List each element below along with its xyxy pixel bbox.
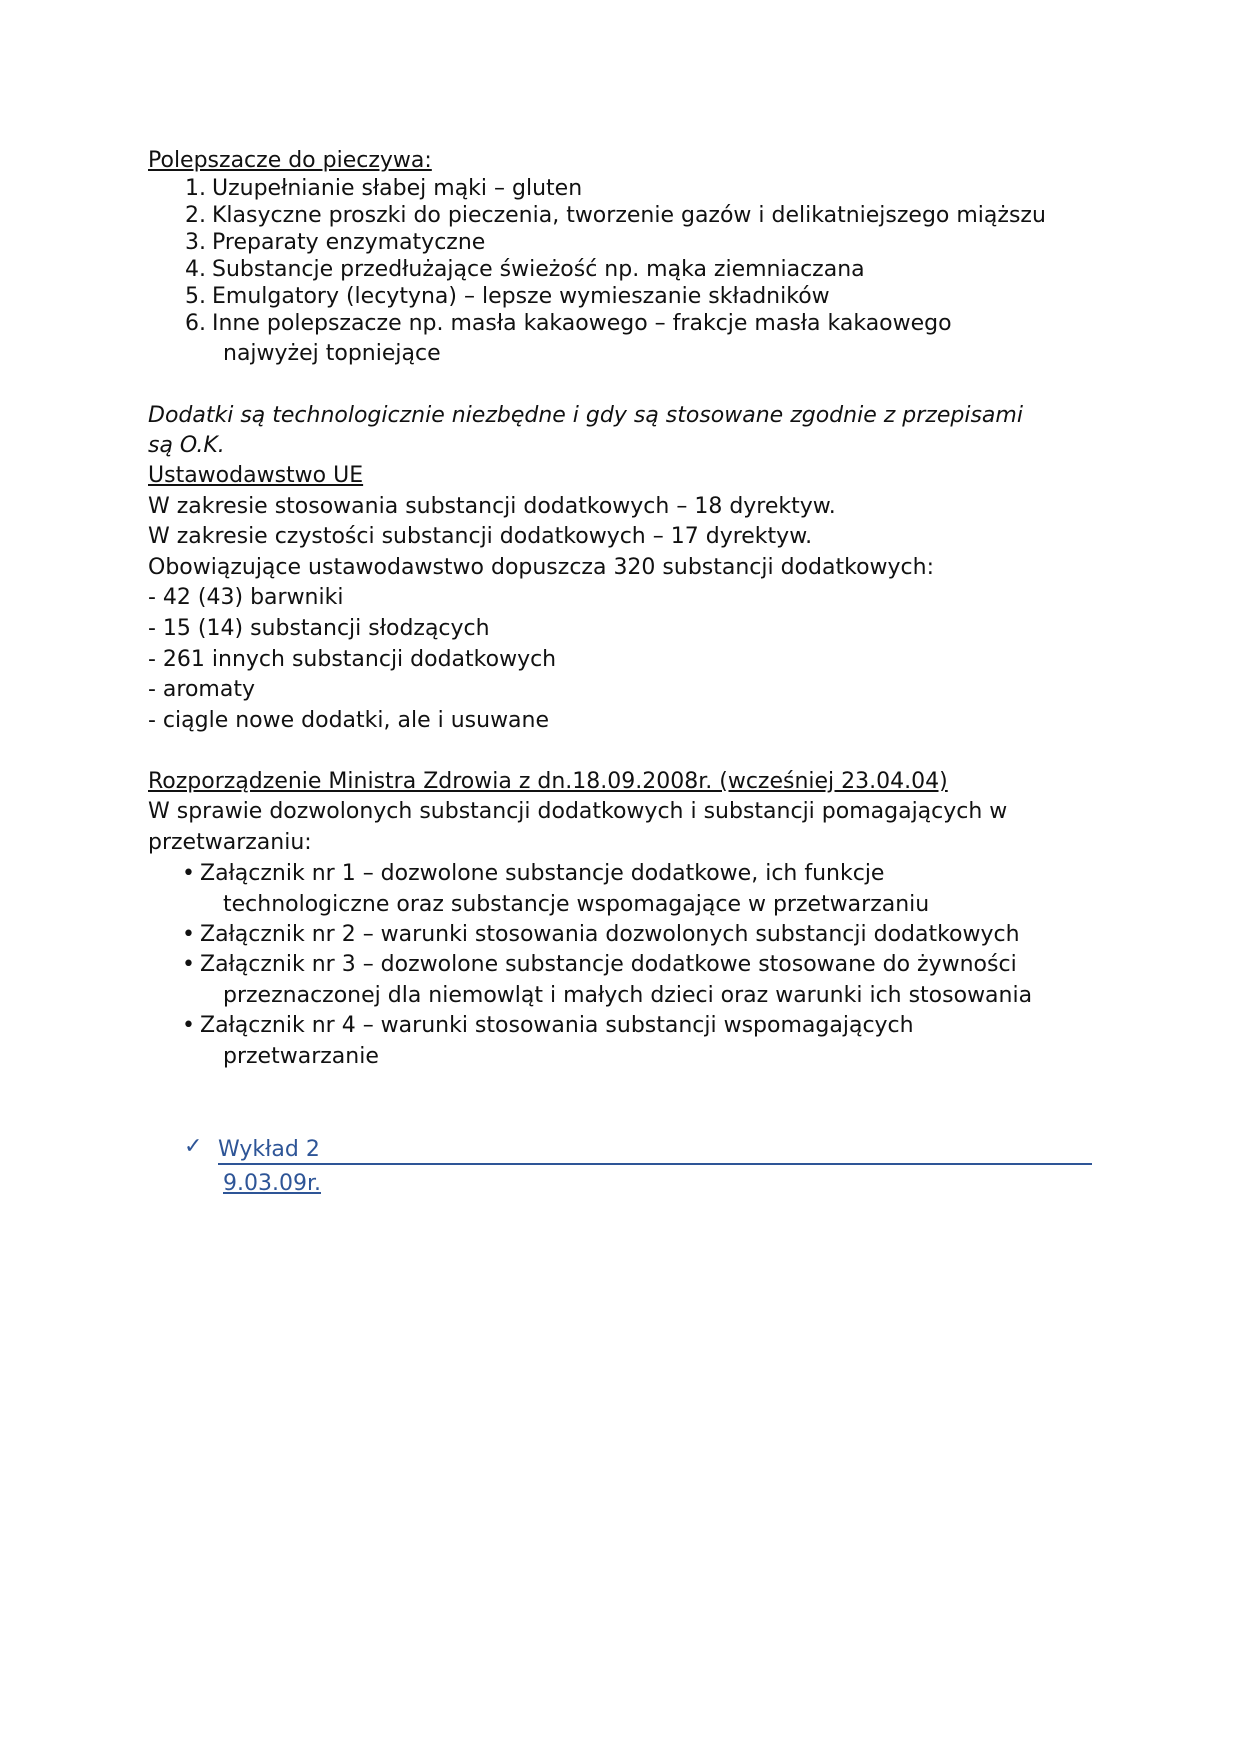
- lecture-title-link[interactable]: Wykład 2: [218, 1137, 320, 1162]
- link-underline: [218, 1163, 1092, 1165]
- text-line: W zakresie stosowania substancji dodatkowych – 18 dyrektyw.: [148, 494, 836, 519]
- list-text: Uzupełnianie słabej mąki – gluten: [212, 176, 583, 201]
- list-item-continuation: najwyżej topniejące: [223, 341, 441, 366]
- bullet-item: [182, 951, 1017, 979]
- bullet-icon: •: [182, 952, 195, 977]
- bullet-item: [182, 1012, 914, 1040]
- bullet-continuation: przetwarzanie: [223, 1044, 379, 1069]
- bullet-text: Załącznik nr 4 – warunki stosowania substancji wspomagających: [200, 1013, 914, 1038]
- text-line: - ciągle nowe dodatki, ale i usuwane: [148, 708, 550, 733]
- text-line: - aromaty: [148, 677, 255, 702]
- heading-rozporzadzenie: Rozporządzenie Ministra Zdrowia z dn.18.09.2008r. (wcześniej 23.04.04): [148, 769, 948, 794]
- text-line: W zakresie czystości substancji dodatkowych – 17 dyrektyw.: [148, 524, 813, 549]
- text-line: Obowiązujące ustawodawstwo dopuszcza 320 substancji dodatkowych:: [148, 555, 934, 580]
- checkmark-icon: ✓: [184, 1134, 203, 1159]
- text-line: - 261 innych substancji dodatkowych: [148, 647, 557, 672]
- bullet-continuation: przeznaczonej dla niemowląt i małych dzieci oraz warunki ich stosowania: [223, 983, 1033, 1008]
- list-item: [176, 229, 485, 257]
- lecture-date-link[interactable]: 9.03.09r.: [223, 1171, 321, 1196]
- bullet-icon: •: [182, 1013, 195, 1038]
- bullet-text: Załącznik nr 2 – warunki stosowania dozwolonych substancji dodatkowych: [200, 922, 1020, 947]
- list-text: Substancje przedłużające świeżość np. mąka ziemniaczana: [212, 257, 865, 282]
- list-item: [176, 283, 830, 311]
- bullet-text: Załącznik nr 3 – dozwolone substancje dodatkowe stosowane do żywności: [200, 952, 1017, 977]
- intro-line1: W sprawie dozwolonych substancji dodatkowych i substancji pomagających w: [148, 799, 1008, 824]
- bullet-item: [182, 860, 884, 888]
- heading-polepszacze: Polepszacze do pieczywa:: [148, 148, 432, 173]
- list-text: Emulgatory (lecytyna) – lepsze wymieszanie składników: [212, 284, 830, 309]
- text-line: - 15 (14) substancji słodzących: [148, 616, 490, 641]
- intro-line2: przetwarzaniu:: [148, 830, 312, 855]
- bullet-item: [182, 921, 1020, 949]
- list-item: [176, 310, 952, 338]
- bullet-continuation: technologiczne oraz substancje wspomagające w przetwarzaniu: [223, 892, 930, 917]
- list-number: 3.: [185, 230, 206, 255]
- bullet-icon: •: [182, 861, 195, 886]
- heading-ustawodawstwo: Ustawodawstwo UE: [148, 463, 364, 488]
- list-number: 6.: [185, 311, 206, 336]
- list-number: 1.: [185, 176, 206, 201]
- list-item: [176, 256, 865, 284]
- list-text: Inne polepszacze np. masła kakaowego – frakcje masła kakaowego: [212, 311, 952, 336]
- italic-note-line2: są O.K.: [148, 433, 225, 458]
- bullet-icon: •: [182, 922, 195, 947]
- list-number: 5.: [185, 284, 206, 309]
- list-number: 4.: [185, 257, 206, 282]
- list-item: [176, 175, 582, 203]
- bullet-text: Załącznik nr 1 – dozwolone substancje dodatkowe, ich funkcje: [200, 861, 885, 886]
- text-line: - 42 (43) barwniki: [148, 585, 344, 610]
- list-number: 2.: [185, 203, 206, 228]
- list-item: [176, 202, 1046, 230]
- italic-note-line1: Dodatki są technologicznie niezbędne i gdy są stosowane zgodnie z przepisami: [148, 403, 1023, 428]
- list-text: Preparaty enzymatyczne: [212, 230, 486, 255]
- list-text: Klasyczne proszki do pieczenia, tworzenie gazów i delikatniejszego miąższu: [212, 203, 1046, 228]
